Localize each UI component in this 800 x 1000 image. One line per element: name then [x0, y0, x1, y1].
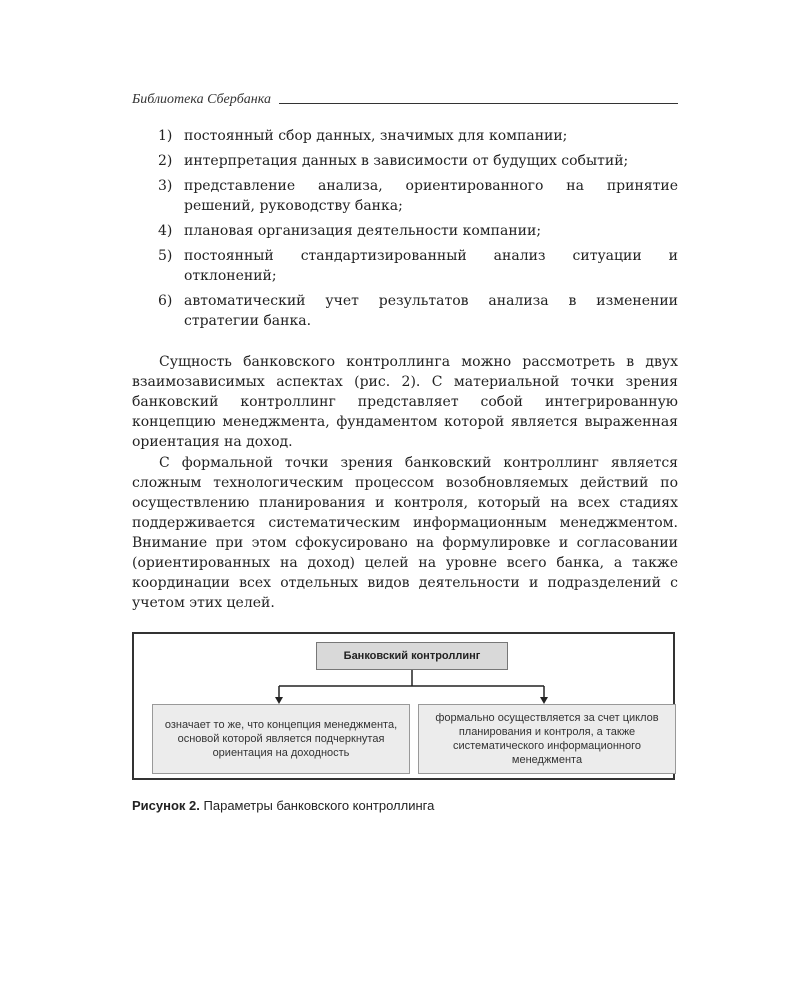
caption-text: Параметры банковского контроллинга: [203, 798, 435, 813]
list-item-text: постоянный сбор данных, значимых для компании;: [184, 128, 568, 144]
header-title: Библиотека Сбербанка: [132, 92, 271, 107]
list-item-number: 5): [158, 248, 173, 264]
body-paragraph: С формальной точки зрения банковский контроллинг является сложным технологическим процессом возобновляемых действий по осуществлению планирования и контроля, который на всех стадиях поддерживается систематическим информационным менеджментом. Внимание при этом сфокусировано на формулировке и согласовании (ориентированных на доход) целей на уровне всего банка, а также координации всех отдельных видов деятельности и подразделений с учетом этих целей.: [132, 455, 678, 611]
list-item-text: постоянный стандартизированный анализ ситуации и отклонений;: [184, 248, 678, 284]
diagram-right-box: формально осуществляется за счет циклов планирования и контроля, а также систематического информационного менеджмента: [418, 704, 676, 774]
list-item: [132, 221, 678, 241]
list-item-number: 2): [158, 153, 173, 169]
header-rule: [279, 103, 678, 104]
diagram-left-box: означает то же, что концепция менеджмента, основой которой является подчеркнутая ориентация на доходность: [152, 704, 410, 774]
figure-caption: [132, 798, 678, 813]
arrow-right-icon: [540, 697, 548, 704]
list-item: [132, 151, 678, 171]
list-item-number: 4): [158, 223, 173, 239]
numbered-list: [132, 126, 678, 336]
figure-diagram: [132, 632, 675, 780]
diagram-root-box: Банковский контроллинг: [316, 642, 508, 670]
list-item-text: автоматический учет результатов анализа в изменении стратегии банка.: [184, 293, 678, 329]
body-paragraph: Сущность банковского контроллинга можно рассмотреть в двух взаимозависимых аспектах (рис. 2). С материальной точки зрения банковский контроллинг представляет собой интегрированную концепцию менеджмента, фундаментом которой является выраженная ориентация на доход.: [132, 354, 678, 450]
list-item-number: 6): [158, 293, 173, 309]
list-item-number: 3): [158, 178, 173, 194]
arrow-left-icon: [275, 697, 283, 704]
list-item: [132, 246, 678, 286]
list-item-text: плановая организация деятельности компании;: [184, 223, 542, 239]
running-header: [132, 88, 678, 108]
list-item: [132, 291, 678, 331]
list-item-text: интерпретация данных в зависимости от будущих событий;: [184, 153, 629, 169]
list-item-number: 1): [158, 128, 173, 144]
caption-label: Рисунок 2.: [132, 798, 200, 813]
list-item-text: представление анализа, ориентированного на принятие решений, руководству банка;: [184, 178, 678, 214]
list-item: [132, 176, 678, 216]
list-item: [132, 126, 678, 146]
